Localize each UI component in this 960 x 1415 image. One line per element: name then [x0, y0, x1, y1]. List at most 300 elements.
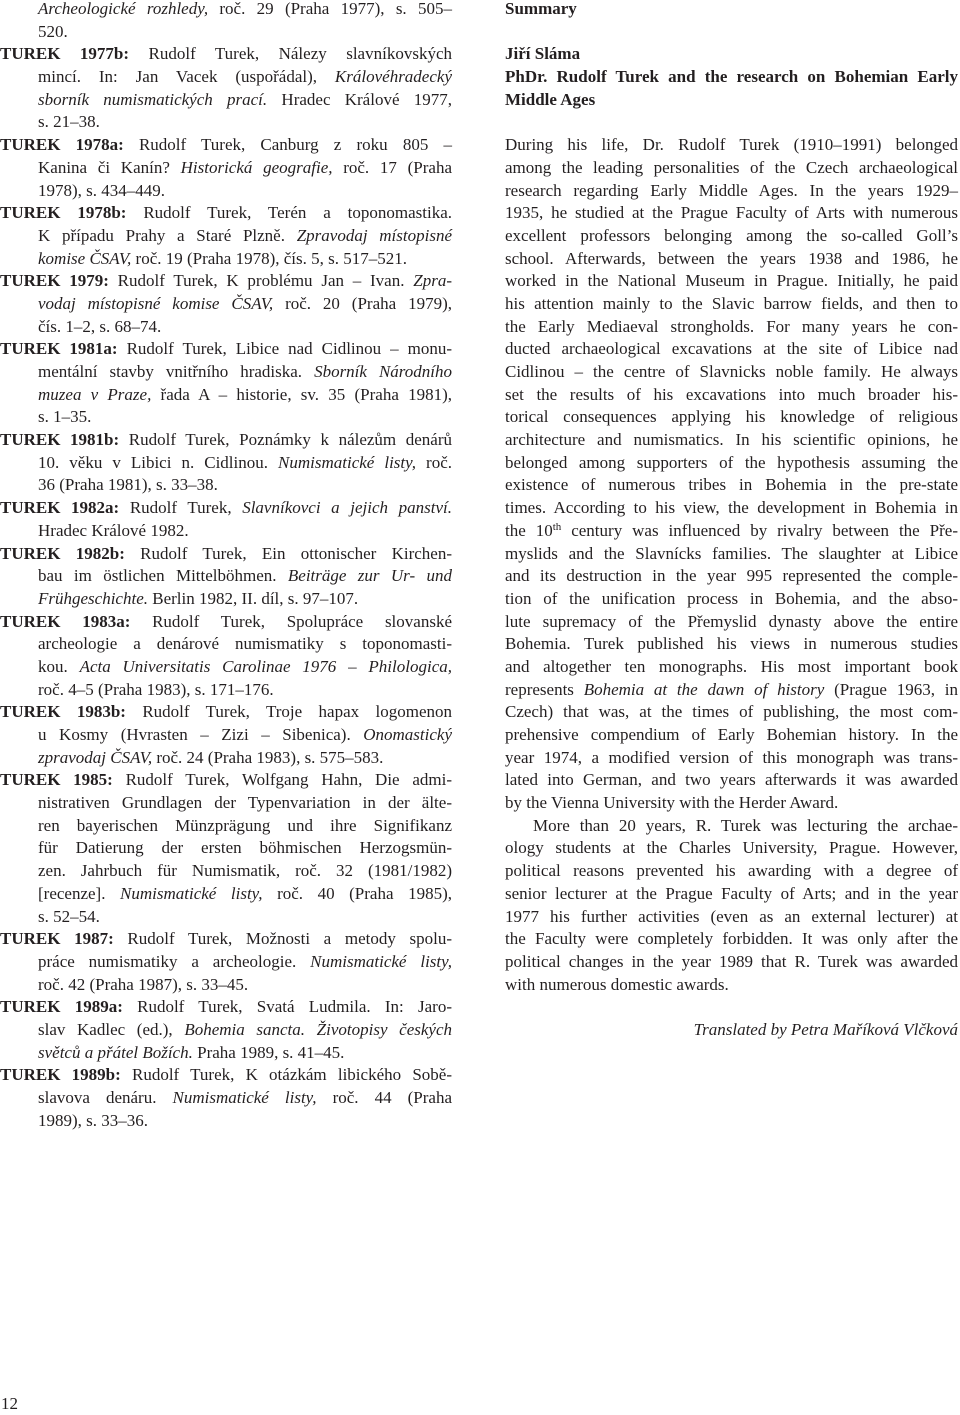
- text-line: [38, 951, 452, 974]
- line-text: [505, 316, 958, 339]
- text-run: Rudolf Turek, Nálezy slavníkovských: [129, 44, 452, 64]
- line-text: [505, 474, 958, 497]
- text-run: K případu Prahy a Staré Plzně.: [38, 225, 297, 245]
- summary-title: [505, 66, 958, 111]
- text-run: lute supremacy of the Přemyslid dynasty above the entire: [505, 611, 958, 631]
- line-text: [505, 769, 958, 792]
- text-line: [0, 701, 452, 724]
- text-line: [0, 202, 452, 225]
- summary-column: [505, 0, 958, 1042]
- citation-key: TUREK 1977b:: [0, 44, 130, 64]
- line-text: [38, 66, 452, 89]
- text-run: Rudolf Turek, Terén a toponomastika.: [126, 203, 452, 223]
- text-run: political reasons prevented his awarding with a degree of: [505, 861, 958, 881]
- citation-key: TUREK 1978b:: [0, 203, 127, 223]
- line-text: [505, 89, 595, 112]
- text-run: Hradec Králové 1982.: [38, 520, 189, 540]
- summary-paragraph: [505, 815, 958, 997]
- line-text: [0, 43, 452, 66]
- text-line: [38, 792, 452, 815]
- line-text: [38, 157, 452, 180]
- text-line: [38, 633, 452, 656]
- italic-title: Numismatické listy,: [120, 883, 263, 903]
- text-run: roč. 20 (Praha 1979),: [273, 293, 452, 313]
- text-run: zen. Jahrbuch für Numismatik, roč. 32 (1981/1982): [38, 861, 452, 881]
- line-text: [505, 633, 958, 656]
- line-text: [38, 452, 452, 475]
- text-line: [505, 497, 958, 520]
- line-text: [505, 747, 958, 770]
- text-run: 36 (Praha 1981), s. 33–38.: [38, 475, 218, 495]
- text-line: [38, 520, 452, 543]
- bibliography-entry: [0, 928, 452, 996]
- text-line: [505, 180, 958, 203]
- text-run: 1977 his further activities (even as an external lecturer) at: [505, 906, 958, 926]
- text-line: [0, 1064, 452, 1087]
- line-text: [38, 180, 165, 203]
- text-run: political changes in the year 1989 that R. Turek was awarded: [505, 951, 958, 971]
- line-text: [505, 157, 958, 180]
- line-text: [38, 883, 452, 906]
- italic-title: Onomastický: [363, 725, 452, 744]
- text-line: [0, 611, 452, 634]
- italic-title: Historická geografie,: [180, 157, 333, 177]
- line-text: [0, 134, 452, 157]
- text-line: [505, 724, 958, 747]
- text-run: year 1974, a modified version of this monograph was trans-: [505, 747, 958, 767]
- citation-key: TUREK 1983a:: [0, 611, 131, 631]
- text-run: More than 20 years, R. Turek was lecturing the archae-: [533, 815, 958, 835]
- citation-key: TUREK 1987:: [0, 929, 114, 949]
- text-run: Berlin 1982, II. díl, s. 97–107.: [148, 588, 359, 608]
- text-run: and its destruction in the year 995 represented the comple-: [505, 566, 958, 586]
- text-run: mentální stavby vnitřního hradiska.: [38, 362, 315, 381]
- text-run: During his life, Dr. Rudolf Turek (1910–1991) belonged: [505, 135, 958, 155]
- line-text: [38, 316, 161, 339]
- line-text: [38, 951, 452, 974]
- line-text: [533, 815, 958, 838]
- italic-title: Slavníkovci a jejich panství.: [242, 498, 452, 518]
- text-run: ducted archaeological excavations at the site of Libice nad: [505, 339, 958, 359]
- text-run: excellent professors belonging among the so-called Goll’s: [505, 225, 958, 245]
- line-text: [38, 0, 452, 21]
- text-line: [505, 338, 958, 361]
- citation-key: TUREK 1982a:: [0, 498, 120, 518]
- line-text: [38, 565, 452, 588]
- italic-title: Bohemia at the dawn of history: [583, 679, 825, 699]
- text-line: [38, 906, 452, 929]
- line-text: [505, 270, 958, 293]
- bibliography-column: [0, 0, 452, 1132]
- line-text: [505, 134, 958, 157]
- text-line: [505, 656, 958, 679]
- text-line: [505, 157, 958, 180]
- text-run: lated into German, and two years afterwards it was awarded: [505, 770, 958, 790]
- text-line: [0, 338, 452, 361]
- translator-credit-text: Translated by Petra Maříková Vlčková: [693, 1019, 958, 1039]
- bibliography-entry: [0, 996, 452, 1064]
- line-text: [38, 747, 383, 770]
- text-run: Bohemia. Turek published his views in numerous studies: [505, 634, 958, 654]
- italic-title: vodaj místopisné komise ČSAV,: [38, 293, 274, 313]
- bibliography-entry: [0, 202, 452, 270]
- text-run: nistrativen Grundlagen der Typenvariation in der älte-: [38, 793, 452, 813]
- line-text: [505, 588, 958, 611]
- text-run: Rudolf Turek, Wolfgang Hahn, Die admi-: [112, 770, 452, 790]
- blank-line: [505, 21, 958, 44]
- text-line: [505, 270, 958, 293]
- summary-author-name: Jiří Sláma: [505, 44, 581, 64]
- line-text: [38, 815, 452, 838]
- line-text: [38, 384, 452, 407]
- text-run: Rudolf Turek, Troje hapax logomenon: [125, 702, 452, 722]
- text-run: the Faculty were completely forbidden. It was only after the: [505, 929, 958, 949]
- italic-title: světců a přátel Božích.: [38, 1042, 193, 1062]
- line-text: [505, 724, 958, 747]
- line-text: [0, 1064, 452, 1087]
- line-text: [505, 906, 958, 929]
- text-line: [505, 202, 958, 225]
- text-line: [38, 248, 452, 271]
- text-run: among the leading personalities of the Czech archaeological: [505, 157, 958, 177]
- text-run: torical consequences applying his knowledge of religious: [505, 407, 958, 427]
- line-text: [38, 837, 452, 860]
- text-run: Rudolf Turek, Ein ottonischer Kirchen-: [124, 543, 452, 563]
- text-line: [38, 974, 452, 997]
- line-text: [505, 497, 958, 520]
- line-text: [38, 679, 274, 702]
- text-run: Rudolf Turek, Možnosti a metody spolu-: [113, 929, 452, 949]
- citation-key: TUREK 1979:: [0, 271, 109, 291]
- text-line: [505, 384, 958, 407]
- text-line: [38, 180, 452, 203]
- text-line: [38, 316, 452, 339]
- text-run: the Early Mediaeval strongholds. For many years he con-: [505, 316, 958, 336]
- citation-key: TUREK 1983b:: [0, 702, 126, 722]
- text-line: [0, 134, 452, 157]
- line-text: [38, 633, 452, 656]
- text-line: [0, 769, 452, 792]
- line-text: [505, 701, 958, 724]
- text-line: [505, 951, 958, 974]
- text-line: [505, 928, 958, 951]
- text-line: [0, 270, 452, 293]
- italic-title: Frühgeschichte.: [38, 588, 148, 608]
- line-text: [505, 860, 958, 883]
- text-run: 520.: [38, 21, 68, 41]
- text-run: s. 21–38.: [38, 112, 100, 132]
- text-run: 10. věku v Libici n. Cidlinou.: [38, 452, 279, 472]
- text-run: set the results of his excavations into much broader his-: [505, 384, 958, 404]
- text-line: [38, 21, 452, 44]
- text-line: [38, 565, 452, 588]
- bibliography-entry: [0, 543, 452, 611]
- line-text: [0, 928, 452, 951]
- text-line: [505, 543, 958, 566]
- text-line: [505, 792, 958, 815]
- text-run: existence of numerous tribes in Bohemia in the pre-state: [505, 475, 958, 495]
- text-line: [38, 0, 452, 21]
- text-line: [38, 1110, 452, 1133]
- text-line: [38, 452, 452, 475]
- line-text: [0, 429, 452, 452]
- text-line: [505, 452, 958, 475]
- text-line: [38, 293, 452, 316]
- line-text: [505, 656, 958, 679]
- line-text: [0, 270, 452, 293]
- line-text: [0, 701, 452, 724]
- line-text: [38, 89, 452, 112]
- line-text: [505, 543, 958, 566]
- text-line: [38, 815, 452, 838]
- line-text: [0, 202, 452, 225]
- text-line: [38, 588, 452, 611]
- text-run: architecture and numismatics. In his scientific opinions, he: [505, 430, 958, 450]
- line-text: [38, 588, 358, 611]
- line-text: [505, 202, 958, 225]
- text-run: slav Kadlec (ed.),: [38, 1019, 185, 1039]
- text-line: [505, 974, 958, 997]
- summary-heading: [505, 0, 958, 21]
- text-line: [0, 996, 452, 1019]
- bibliography-entry-continued: [0, 0, 452, 43]
- text-run: roč. 42 (Praha 1987), s. 33–45.: [38, 974, 249, 994]
- bibliography-entry: [0, 270, 452, 338]
- text-run: řada A – historie, sv. 35 (Praha 1981),: [151, 384, 452, 404]
- text-run: s. 1–35.: [38, 407, 92, 427]
- text-line: [505, 565, 958, 588]
- text-run: PhDr. Rudolf Turek and the research on Bohemian Early: [505, 67, 958, 87]
- text-line: [505, 316, 958, 339]
- line-text: [505, 928, 958, 951]
- text-line: [0, 497, 452, 520]
- line-text: [0, 338, 452, 361]
- text-run: Rudolf Turek, Libice nad Cidlinou – monu-: [117, 339, 452, 359]
- line-text: [505, 837, 958, 860]
- text-run: Rudolf Turek, Spolupráce slovanské: [130, 611, 452, 631]
- line-text: [505, 792, 838, 815]
- translator-credit: [505, 1019, 958, 1042]
- text-line: [505, 520, 958, 543]
- text-run: roč.: [416, 452, 452, 472]
- summary-body: [505, 134, 958, 996]
- text-run: u Kosmy (Hvrasten – Zizi – Sibenica).: [38, 725, 364, 744]
- citation-key: TUREK 1989a:: [0, 997, 123, 1017]
- line-text: [38, 474, 218, 497]
- line-text: [38, 974, 248, 997]
- line-text: [505, 66, 958, 89]
- line-text: [38, 1019, 452, 1042]
- text-run: ren bayerischen Münzprägung und ihre Signifikanz: [38, 815, 452, 835]
- line-text: [0, 611, 452, 634]
- bibliography-entry: [0, 429, 452, 497]
- page-number: 12: [1, 1394, 18, 1413]
- text-run: Cidlinou – the centre of Slavnicks noble family. He always: [505, 362, 958, 381]
- text-run: represents: [505, 679, 584, 699]
- text-line: [505, 633, 958, 656]
- text-run: čís. 1–2, s. 68–74.: [38, 316, 162, 336]
- text-run: Rudolf Turek, Poznámky k nálezům denárů: [119, 430, 452, 450]
- text-run: Rudolf Turek, Canburg z roku 805 –: [123, 135, 452, 155]
- italic-title: Numismatické listy,: [310, 951, 452, 971]
- text-line: [38, 883, 452, 906]
- text-line: [505, 769, 958, 792]
- text-run: Czech) that was, at the times of publishing, the most com-: [505, 702, 958, 722]
- line-text: [505, 406, 958, 429]
- text-line: [38, 837, 452, 860]
- line-text: [38, 860, 452, 883]
- text-run: für Datierung der ersten böhmischen Herzogsmün-: [38, 838, 452, 858]
- summary-heading-text: Summary: [505, 0, 577, 18]
- text-line: [38, 747, 452, 770]
- text-run: 1989), s. 33–36.: [38, 1110, 149, 1130]
- text-run: myslids and the Slavnícks families. The slaughter at Libice: [505, 543, 958, 563]
- text-run: 1978), s. 434–449.: [38, 180, 166, 200]
- line-text: [38, 111, 100, 134]
- text-run: slavova denáru.: [38, 1088, 173, 1107]
- text-line: [505, 701, 958, 724]
- text-line: [38, 1019, 452, 1042]
- text-run: roč. 17 (Praha: [332, 157, 452, 177]
- text-run: Rudolf Turek,: [119, 498, 243, 518]
- text-line: [505, 293, 958, 316]
- text-line: [505, 66, 958, 89]
- text-line: [38, 1042, 452, 1065]
- text-line: [38, 89, 452, 112]
- text-run: Rudolf Turek, Svatá Ludmila. In: Jaro-: [122, 997, 452, 1017]
- line-text: [38, 1042, 344, 1065]
- italic-title: Zpravodaj místopisné: [296, 225, 452, 245]
- text-line: [0, 928, 452, 951]
- text-line: [505, 860, 958, 883]
- text-line: [38, 406, 452, 429]
- summary-paragraph: [505, 134, 958, 815]
- text-line: [38, 384, 452, 407]
- italic-title: Acta Universitatis Carolinae 1976 – Philologica,: [79, 656, 452, 676]
- text-run: [recenze].: [38, 883, 121, 903]
- ordinal-suffix: th: [552, 520, 562, 533]
- text-run: tion of the unification process in Bohemia, and the abso-: [505, 588, 958, 608]
- text-run: bau im östlichen Mittelböhmen.: [38, 566, 288, 586]
- bibliography-entry: [0, 701, 452, 769]
- line-text: [505, 248, 958, 271]
- line-text: [0, 497, 452, 520]
- text-run: school. Afterwards, between the years 1938 and 1986, he: [505, 248, 958, 268]
- text-run: prehensive compendium of Early Bohemian history. In the: [505, 725, 958, 744]
- text-run: kou.: [38, 656, 80, 676]
- text-line: [38, 474, 452, 497]
- italic-title: Zpra-: [413, 271, 452, 291]
- text-run: roč. 19 (Praha 1978), čís. 5, s. 517–521.: [131, 248, 408, 268]
- line-text: [505, 883, 958, 906]
- line-text: [38, 1110, 148, 1133]
- text-run: (Prague 1963, in: [824, 679, 958, 699]
- line-text: [0, 543, 452, 566]
- text-run: roč. 44 (Praha: [316, 1088, 452, 1107]
- line-text: [38, 792, 452, 815]
- text-line: [505, 588, 958, 611]
- text-line: [38, 1087, 452, 1110]
- bibliography-entry: [0, 338, 452, 429]
- italic-title: Bohemia sancta. Životopisy českých: [184, 1019, 452, 1039]
- text-run: Rudolf Turek, K otázkám libického Sobě-: [120, 1065, 452, 1085]
- italic-title: Královéhradecký: [334, 67, 452, 87]
- line-text: [38, 1087, 452, 1110]
- line-text: [0, 996, 452, 1019]
- text-run: roč. 40 (Praha 1985),: [262, 883, 452, 903]
- text-line: [505, 747, 958, 770]
- line-text: [505, 951, 958, 974]
- line-text: [38, 520, 189, 543]
- italic-title: Numismatické listy,: [172, 1088, 317, 1107]
- text-run: archeologie a denárové numismatiky s toponomasti-: [38, 634, 452, 654]
- bibliography-entry: [0, 611, 452, 702]
- line-text: [505, 384, 958, 407]
- text-run: práce numismatiky a archeologie.: [38, 951, 311, 971]
- line-text: [38, 724, 452, 747]
- text-run: Rudolf Turek, K problému Jan – Ivan.: [108, 271, 414, 291]
- bibliography-entry: [0, 497, 452, 542]
- blank-line: [505, 111, 958, 134]
- text-run: roč. 4–5 (Praha 1983), s. 171–176.: [38, 679, 274, 699]
- text-run: ology students at the Charles University, Prague. However,: [505, 838, 958, 858]
- text-run: research regarding Early Middle Ages. In the years 1929–: [505, 180, 958, 200]
- bibliography-entry: [0, 134, 452, 202]
- text-run: mincí. In: Jan Vacek (uspořádal),: [38, 67, 335, 87]
- text-run: century was influenced by rivalry between the Pře-: [561, 520, 958, 540]
- text-run: and altogether ten monographs. His most important book: [505, 656, 958, 676]
- line-text: [505, 452, 958, 475]
- line-text: [505, 565, 958, 588]
- bibliography-entry: [0, 1064, 452, 1132]
- citation-key: TUREK 1989b:: [0, 1065, 121, 1085]
- text-run: s. 52–54.: [38, 906, 100, 926]
- text-line: [505, 474, 958, 497]
- citation-key: TUREK 1981b:: [0, 430, 120, 450]
- line-text: [505, 520, 958, 543]
- text-line: [38, 724, 452, 747]
- text-run: roč. 24 (Praha 1983), s. 575–583.: [152, 747, 384, 767]
- text-line: [38, 679, 452, 702]
- text-line: [0, 543, 452, 566]
- text-run: his attention mainly to the Slavic barrow fields, and then to: [505, 293, 958, 313]
- text-line: [505, 906, 958, 929]
- text-run: roč. 29 (Praha 1977), s. 505–: [208, 0, 452, 18]
- italic-title: komise ČSAV,: [38, 248, 132, 268]
- text-line: [505, 837, 958, 860]
- text-line: [505, 225, 958, 248]
- text-line: [505, 406, 958, 429]
- citation-key: TUREK 1985:: [0, 770, 113, 790]
- text-line: [505, 248, 958, 271]
- italic-title: Archeologické rozhledy,: [38, 0, 209, 18]
- text-line: [505, 134, 958, 157]
- line-text: [505, 225, 958, 248]
- line-text: [38, 225, 452, 248]
- italic-title: Beiträge zur Ur- und: [287, 566, 452, 586]
- line-text: [0, 769, 452, 792]
- text-run: Praha 1989, s. 41–45.: [192, 1042, 345, 1062]
- line-text: [38, 293, 452, 316]
- text-run: senior lecturer at the Prague Faculty of Arts; and in the year: [505, 883, 958, 903]
- line-text: [505, 180, 958, 203]
- text-line: [38, 66, 452, 89]
- text-run: Kanina či Kanín?: [38, 157, 181, 177]
- line-text: [505, 974, 729, 997]
- text-line: [505, 679, 958, 702]
- text-line: [505, 611, 958, 634]
- line-text: [505, 361, 958, 384]
